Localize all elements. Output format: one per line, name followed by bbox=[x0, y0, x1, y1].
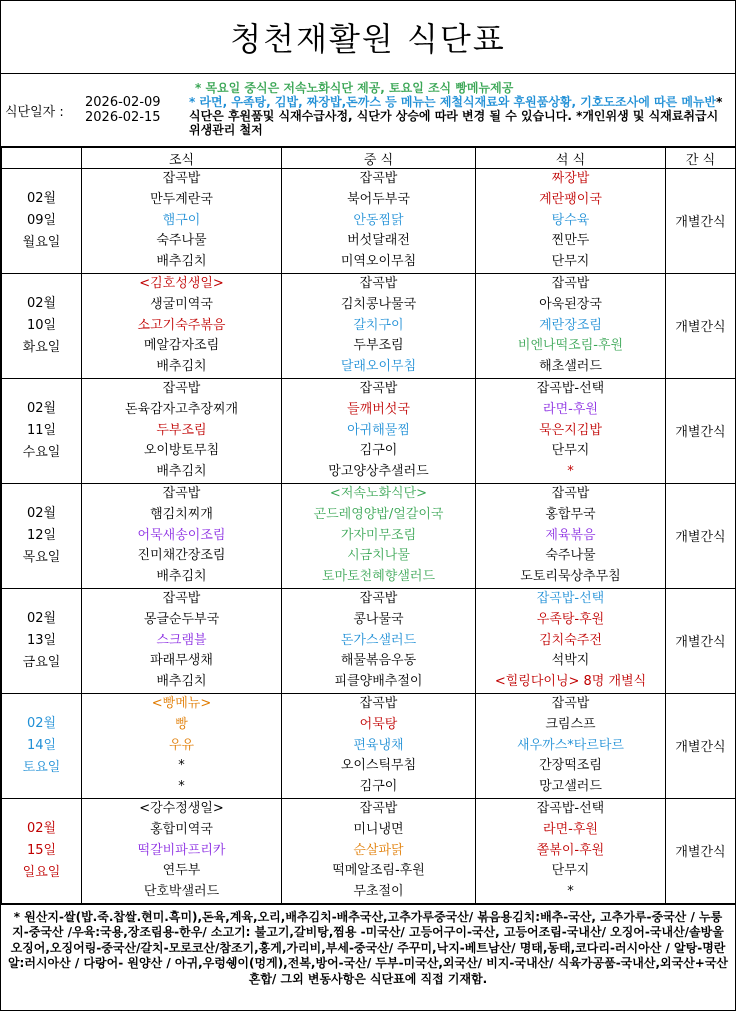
lunch-item: 떡메알조림-후원 bbox=[332, 863, 425, 879]
breakfast-item: 돈육감자고추장찌개 bbox=[124, 401, 239, 417]
dinner-item: 석박지 bbox=[551, 653, 590, 669]
day-month: 02월 bbox=[26, 715, 57, 731]
lunch-item: 망고양상추샐러드 bbox=[328, 464, 429, 480]
breakfast-item: 숙주나물 bbox=[156, 233, 207, 249]
lunch-cell bbox=[282, 588, 476, 693]
day-month: 02월 bbox=[26, 505, 57, 521]
lunch-item: 미니냉면 bbox=[353, 821, 404, 837]
lunch-item: <저속노화식단> bbox=[329, 485, 428, 501]
day-day: 11일 bbox=[26, 422, 57, 438]
info-section bbox=[1, 74, 735, 147]
breakfast-item: 배추김치 bbox=[156, 254, 207, 270]
breakfast-cell bbox=[82, 693, 282, 798]
day-cell bbox=[2, 693, 82, 798]
snack-cell: 개별간식 bbox=[666, 588, 736, 693]
breakfast-item: * bbox=[178, 758, 185, 774]
origin-notice: * 원산지-쌀(밥.죽.찹쌀.현미.흑미),돈육,계육,오리,배추김치-배추국산,고추가루중국산/ 볶음용김치:배추-국산, 고추가루-중국산 / 누룽지-중국산 /우육:국용,장조림용-한우/ 소고기: 불고기,갈비탕,찜용 -미국산/ 고등어구이-국산, 고등어조림-국내산/ 오징어-국내산/솔방울오징어,오징어링-중국산/갈치-모로코산/참조기,홍게,가리비,부세-중국산/ 주꾸미,낙지-베트남산/ 명태,동태,코다리-러시아산 / 알탕-명란알:러시아산 / 다랑어- 원양산 / 아귀,우렁쉥이(멍게),전복,방어-국산/ 두부-미국산,외국산/ 비지-국내산/ 식육가공품-국내산,외국산+국산 혼합/ 그외 변동사항은 식단표에 직접 기재함. bbox=[1, 904, 735, 988]
lunch-item: 토마토천혜향샐러드 bbox=[321, 569, 436, 585]
lunch-item: 들깨버섯국 bbox=[347, 401, 410, 417]
day-weekday: 토요일 bbox=[22, 759, 61, 775]
lunch-item: 달래오이무침 bbox=[340, 359, 417, 375]
header-snack: 간 식 bbox=[666, 148, 736, 169]
dinner-cell bbox=[476, 169, 666, 274]
day-month: 02월 bbox=[26, 295, 57, 311]
page-title: 청천재활원 식단표 bbox=[1, 1, 735, 74]
day-row bbox=[2, 169, 736, 274]
dinner-item: * bbox=[567, 464, 574, 480]
day-month: 02월 bbox=[26, 820, 57, 836]
breakfast-cell bbox=[82, 378, 282, 483]
day-row bbox=[2, 798, 736, 903]
dinner-item: 묵은지김밥 bbox=[539, 422, 602, 438]
dinner-item: 도토리묵상추무침 bbox=[520, 569, 621, 585]
day-row bbox=[2, 273, 736, 378]
date-label: 식단일자 : bbox=[5, 104, 64, 120]
notice-line-2-text: * 라면, 우족탕, 김밥, 짜장밥,돈까스 등 메뉴는 제철식재료와 후원품상황, 기호도조사에 따른 메뉴반 bbox=[189, 95, 717, 109]
dinner-item: * bbox=[567, 884, 574, 900]
lunch-cell bbox=[282, 169, 476, 274]
dinner-cell bbox=[476, 798, 666, 903]
lunch-item: 잡곡밥 bbox=[359, 800, 398, 816]
day-cell bbox=[2, 483, 82, 588]
breakfast-cell bbox=[82, 483, 282, 588]
lunch-cell bbox=[282, 798, 476, 903]
breakfast-item: 잡곡밥 bbox=[162, 171, 201, 186]
lunch-item: 김치콩나물국 bbox=[340, 296, 417, 312]
snack-cell: 개별간식 bbox=[666, 798, 736, 903]
breakfast-item: <빵메뉴> bbox=[151, 695, 212, 711]
date-end: 2026-02-15 bbox=[85, 110, 161, 125]
lunch-item: 잡곡밥 bbox=[359, 590, 398, 606]
dinner-item: 해초샐러드 bbox=[539, 359, 602, 375]
lunch-item: 김구이 bbox=[359, 443, 398, 459]
day-row bbox=[2, 693, 736, 798]
day-weekday: 목요일 bbox=[22, 549, 61, 565]
lunch-item: 곤드레영양밥/얼갈이국 bbox=[313, 506, 444, 522]
dinner-item: 잡곡밥 bbox=[551, 485, 590, 501]
lunch-item: 해물볶음우동 bbox=[340, 653, 417, 669]
breakfast-item: 햄김치찌개 bbox=[150, 506, 213, 522]
breakfast-cell bbox=[82, 273, 282, 378]
dinner-item: 망고샐러드 bbox=[539, 779, 602, 795]
notice-line-1: * 목요일 중식은 저속노화식단 제공, 토요일 조식 빵메뉴제공 bbox=[195, 81, 514, 95]
lunch-item: 잡곡밥 bbox=[359, 380, 398, 396]
lunch-item: 잡곡밥 bbox=[359, 695, 398, 711]
breakfast-item: 어묵새송이조림 bbox=[137, 527, 226, 543]
header-dinner: 석 식 bbox=[476, 148, 666, 169]
breakfast-item: 떡갈비파프리카 bbox=[137, 842, 226, 858]
lunch-item: 피클양배추절이 bbox=[334, 674, 423, 690]
dinner-cell bbox=[476, 588, 666, 693]
dinner-cell bbox=[476, 378, 666, 483]
menu-body bbox=[2, 169, 736, 904]
day-month: 02월 bbox=[26, 400, 57, 416]
breakfast-item: 오이방토무침 bbox=[143, 443, 220, 459]
day-row bbox=[2, 483, 736, 588]
breakfast-item: 소고기숙주볶음 bbox=[137, 317, 226, 333]
lunch-item: 순살파닭 bbox=[353, 842, 404, 858]
lunch-cell bbox=[282, 378, 476, 483]
breakfast-item: 배추김치 bbox=[156, 674, 207, 690]
breakfast-item: * bbox=[178, 779, 185, 795]
lunch-item: 편육냉채 bbox=[353, 737, 404, 753]
breakfast-item: 배추김치 bbox=[156, 569, 207, 585]
breakfast-item: 햄구이 bbox=[162, 212, 201, 228]
dinner-item: 탕수육 bbox=[551, 212, 590, 228]
day-cell bbox=[2, 798, 82, 903]
dinner-item: 계란장조림 bbox=[539, 317, 602, 333]
breakfast-item: 빵 bbox=[175, 716, 188, 732]
dinner-item: 숙주나물 bbox=[545, 548, 596, 564]
lunch-cell bbox=[282, 693, 476, 798]
dinner-item: 홍합무국 bbox=[545, 506, 596, 522]
dinner-item: 비엔나떡조림-후원 bbox=[517, 338, 624, 354]
lunch-cell bbox=[282, 273, 476, 378]
day-day: 15일 bbox=[26, 842, 57, 858]
day-day: 09일 bbox=[26, 212, 57, 228]
dinner-item: 잡곡밥-선택 bbox=[536, 380, 605, 396]
day-weekday: 금요일 bbox=[22, 654, 61, 670]
dinner-item: <힐링다이닝> 8명 개별식 bbox=[494, 674, 647, 690]
dinner-item: 잡곡밥-선택 bbox=[536, 800, 605, 816]
dinner-item: 쫄볶이-후원 bbox=[536, 842, 605, 858]
day-weekday: 화요일 bbox=[22, 339, 61, 355]
lunch-item: 무초절이 bbox=[353, 884, 404, 900]
breakfast-item: 파래무생채 bbox=[150, 653, 213, 669]
dinner-cell bbox=[476, 693, 666, 798]
day-day: 13일 bbox=[26, 632, 57, 648]
breakfast-item: 잡곡밥 bbox=[162, 485, 201, 501]
dinner-item: 라면-후원 bbox=[543, 401, 598, 417]
day-day: 14일 bbox=[26, 737, 57, 753]
dinner-item: 찐만두 bbox=[551, 233, 590, 249]
lunch-item: 돈가스샐러드 bbox=[340, 632, 417, 648]
menu-table bbox=[1, 147, 736, 904]
day-cell bbox=[2, 273, 82, 378]
notice-line-2 bbox=[189, 95, 729, 137]
breakfast-item: <강수정생일> bbox=[139, 800, 224, 816]
day-day: 10일 bbox=[26, 317, 57, 333]
lunch-item: 어묵탕 bbox=[359, 716, 398, 732]
lunch-item: 잡곡밥 bbox=[359, 275, 398, 291]
lunch-item: 북어두부국 bbox=[347, 191, 410, 207]
lunch-item: 갈치구이 bbox=[353, 317, 404, 333]
day-weekday: 월요일 bbox=[22, 234, 61, 250]
header-breakfast: 조식 bbox=[82, 148, 282, 169]
breakfast-item: 우유 bbox=[168, 737, 195, 753]
day-cell bbox=[2, 169, 82, 274]
dinner-item: 잡곡밥 bbox=[551, 695, 590, 711]
breakfast-item: 두부조림 bbox=[156, 422, 207, 438]
lunch-item: 미역오이무침 bbox=[340, 254, 417, 270]
breakfast-cell bbox=[82, 588, 282, 693]
day-cell bbox=[2, 378, 82, 483]
lunch-item: 김구이 bbox=[359, 779, 398, 795]
day-row bbox=[2, 378, 736, 483]
dinner-item: 제육볶음 bbox=[545, 527, 596, 543]
day-row bbox=[2, 588, 736, 693]
dinner-item: 계란팽이국 bbox=[539, 191, 602, 207]
lunch-item: 콩나물국 bbox=[353, 611, 404, 627]
dinner-item: 잡곡밥-선택 bbox=[536, 590, 605, 606]
lunch-item: 가자미무조림 bbox=[340, 527, 417, 543]
breakfast-item: 진미채간장조림 bbox=[137, 548, 226, 564]
breakfast-item: 배추김치 bbox=[156, 464, 207, 480]
lunch-item: 버섯달래전 bbox=[347, 233, 410, 249]
date-start: 2026-02-09 bbox=[85, 95, 161, 110]
day-month: 02월 bbox=[26, 190, 57, 206]
day-weekday: 일요일 bbox=[22, 864, 61, 880]
breakfast-item: 잡곡밥 bbox=[162, 380, 201, 396]
dinner-item: 김치숙주전 bbox=[539, 632, 602, 648]
dinner-item: 새우까스*타르타르 bbox=[517, 737, 624, 753]
dinner-item: 단무지 bbox=[551, 443, 590, 459]
breakfast-item: 잡곡밥 bbox=[162, 590, 201, 606]
snack-cell: 개별간식 bbox=[666, 378, 736, 483]
lunch-item: 오이스틱무침 bbox=[340, 758, 417, 774]
dinner-cell bbox=[476, 483, 666, 588]
dinner-item: 짜장밥 bbox=[551, 171, 590, 186]
dinner-item: 단무지 bbox=[551, 863, 590, 879]
day-month: 02월 bbox=[26, 610, 57, 626]
breakfast-item: <김호성생일> bbox=[139, 275, 224, 291]
breakfast-item: 배추김치 bbox=[156, 359, 207, 375]
dinner-item: 간장떡조림 bbox=[539, 758, 602, 774]
breakfast-cell bbox=[82, 798, 282, 903]
breakfast-item: 연두부 bbox=[162, 863, 201, 879]
breakfast-item: 몽글순두부국 bbox=[143, 611, 220, 627]
breakfast-item: 스크램블 bbox=[156, 632, 207, 648]
lunch-item: 안동찜닭 bbox=[353, 212, 404, 228]
dinner-item: 라면-후원 bbox=[543, 821, 598, 837]
header-lunch: 중 식 bbox=[282, 148, 476, 169]
dinner-item: 크림스프 bbox=[545, 716, 596, 732]
lunch-cell bbox=[282, 483, 476, 588]
dinner-item: 잡곡밥 bbox=[551, 275, 590, 291]
notice-line-3-text: * 식단은 후원품및 식재수급사정, 식단가 상승에 따라 변경 될 수 있습니다. *개인위생 및 식재료취급시 위생관리 철저 bbox=[189, 95, 723, 137]
dinner-item: 우족탕-후원 bbox=[536, 611, 605, 627]
breakfast-item: 메알감자조림 bbox=[143, 338, 220, 354]
day-cell bbox=[2, 588, 82, 693]
dinner-item: 단무지 bbox=[551, 254, 590, 270]
breakfast-item: 만두계란국 bbox=[150, 191, 213, 207]
dinner-item: 아욱된장국 bbox=[539, 296, 602, 312]
dinner-cell bbox=[476, 273, 666, 378]
snack-cell: 개별간식 bbox=[666, 169, 736, 274]
day-day: 12일 bbox=[26, 527, 57, 543]
lunch-item: 잡곡밥 bbox=[359, 171, 398, 186]
notice-block bbox=[187, 74, 735, 146]
snack-cell: 개별간식 bbox=[666, 483, 736, 588]
breakfast-cell bbox=[82, 169, 282, 274]
lunch-item: 두부조림 bbox=[353, 338, 404, 354]
breakfast-item: 단호박샐러드 bbox=[143, 884, 220, 900]
date-range bbox=[85, 74, 187, 146]
snack-cell: 개별간식 bbox=[666, 273, 736, 378]
lunch-item: 아귀해물찜 bbox=[347, 422, 410, 438]
day-weekday: 수요일 bbox=[22, 444, 61, 460]
breakfast-item: 홍합미역국 bbox=[150, 821, 213, 837]
header-day bbox=[2, 148, 82, 169]
snack-cell: 개별간식 bbox=[666, 693, 736, 798]
table-header-row bbox=[2, 148, 736, 169]
breakfast-item: 생굴미역국 bbox=[150, 296, 213, 312]
lunch-item: 시금치나물 bbox=[347, 548, 410, 564]
